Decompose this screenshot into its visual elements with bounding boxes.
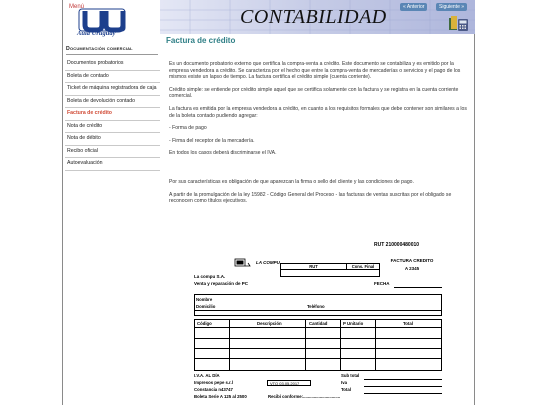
sidebar-item-ticket-maquina[interactable]: Ticket de máquina registradora de caja bbox=[65, 83, 160, 96]
invoice-recibi-conforme: Recibí conforme:............................... bbox=[268, 394, 341, 399]
invoice-table-header-line bbox=[195, 327, 441, 328]
invoice-factura-label: FACTURA CREDITO bbox=[390, 258, 434, 263]
invoice-table-row-line bbox=[195, 338, 441, 339]
invoice-table-row-line bbox=[195, 348, 441, 349]
paragraph-requisitos: La factura es emitida por la empresa vendedora a crédito, en cuanto a los requisitos formales que debe contener son similares a los de la boleta contado pudiendo agregar: bbox=[169, 105, 467, 119]
invoice-subtotal-line bbox=[364, 379, 442, 380]
paragraph-credito-simple: Crédito simple: se entiende por crédito simple aquel que se certifica solamente con la factura y se registra en la cuenta corriente comercial. bbox=[169, 86, 459, 100]
sidebar-item-recibo-oficial[interactable]: Recibo oficial bbox=[65, 146, 160, 159]
paragraph-iva: En todos los casos deberá discriminarse el IVA. bbox=[169, 150, 277, 157]
content-text bbox=[169, 61, 467, 211]
sidebar-nav bbox=[65, 58, 160, 171]
invoice-factura-number: A 2345 bbox=[404, 266, 420, 271]
invoice-table-col-line bbox=[340, 320, 341, 370]
previous-button[interactable]: « Anterior bbox=[400, 3, 427, 11]
invoice-col-descripcion: Descripción bbox=[257, 321, 282, 326]
invoice-rut-top: RUT 210000480010 bbox=[374, 242, 420, 248]
invoice-iva-line bbox=[364, 386, 442, 387]
paragraph-forma-pago: - Forma de pago bbox=[169, 125, 207, 132]
invoice-telefono: Teléfono bbox=[307, 304, 325, 309]
invoice-subtotal-label: Sub total bbox=[341, 373, 360, 378]
sidebar-item-documentos-probatorios[interactable]: Documentos probatorios bbox=[65, 58, 160, 71]
invoice-constancia: Constancia n43747 bbox=[194, 387, 233, 392]
invoice-factura-title bbox=[388, 257, 436, 273]
invoice-domicilio: Domicilio bbox=[196, 304, 216, 309]
invoice-company-logo-icon bbox=[234, 258, 252, 268]
paragraph-caracteristicas: Por sus características es obligación de que aparezcan la firma o sello del cliente y las condiciones de pago. bbox=[169, 178, 414, 185]
invoice-rut-box bbox=[280, 263, 380, 277]
sidebar-item-nota-credito[interactable]: Nota de crédito bbox=[65, 121, 160, 134]
invoice-iva-label: Iva bbox=[341, 380, 347, 385]
invoice-fecha: FECHA bbox=[374, 281, 390, 286]
invoice-table-col-line bbox=[305, 320, 306, 370]
invoice-fecha-line bbox=[394, 287, 442, 288]
section-title: Documentación comercial bbox=[66, 46, 158, 55]
invoice-col-codigo: Código bbox=[197, 321, 212, 326]
invoice-table-col-line bbox=[375, 320, 376, 370]
invoice-cons-final: Cons. Final bbox=[347, 264, 379, 270]
paragraph-ley: A partir de la promulgación de la ley 15982 - Código General del Proceso - las facturas de ventas suscritas por el obligado se reconocen como títulos ejecutivos. bbox=[169, 191, 452, 205]
invoice-total-line bbox=[364, 393, 442, 394]
logo-text: Aula Uruguay bbox=[77, 30, 116, 37]
invoice-company-name: La compu S.A. bbox=[194, 274, 226, 279]
next-button[interactable]: Siguiente » bbox=[436, 3, 467, 11]
sidebar-item-boleta-contado[interactable]: Boleta de contado bbox=[65, 71, 160, 84]
invoice-table-row-line bbox=[195, 358, 441, 359]
header-banner bbox=[160, 0, 475, 34]
sidebar-item-nota-debito[interactable]: Nota de débito bbox=[65, 133, 160, 146]
paragraph-firma-receptor: - Firma del receptor de la mercadería. bbox=[169, 137, 255, 144]
invoice-sample bbox=[194, 241, 448, 405]
invoice-impresos: Impresos pepe s.r.l bbox=[194, 380, 233, 385]
invoice-table-col-line bbox=[229, 320, 230, 370]
invoice-col-cantidad: Cantidad bbox=[309, 321, 328, 326]
menu-link[interactable]: Menú bbox=[69, 4, 85, 10]
sidebar-item-factura-credito[interactable]: Factura de crédito bbox=[65, 108, 160, 121]
invoice-nombre: Nombre bbox=[196, 297, 213, 302]
calculator-books-icon bbox=[448, 14, 470, 32]
invoice-col-p-unitario: P Unitario bbox=[343, 321, 364, 326]
invoice-items-table bbox=[194, 319, 442, 371]
invoice-client-divider bbox=[195, 310, 441, 311]
invoice-col-total: Total bbox=[403, 321, 413, 326]
invoice-iva-al-dia: I.V.A. AL DÍA bbox=[194, 373, 220, 378]
sidebar bbox=[63, 0, 160, 405]
invoice-rut-header: RUT bbox=[281, 264, 347, 270]
invoice-vto-box: VTO 03.05.2017 bbox=[267, 380, 311, 386]
invoice-total-label: Total bbox=[341, 387, 351, 392]
invoice-client-box bbox=[194, 294, 442, 316]
paragraph-definition: Es un documento probatorio externo que certifica la compra-venta a crédito. Este documento se contabiliza y es emitido por la empresa vendedora a crédito. Se caracteriza por el hecho que entre la compra-venta de mercaderías o servicios y el pago de los mismos existe un lapso de tiempo. La factura certifica el crédito simple (cuenta corriente). bbox=[169, 61, 461, 81]
sidebar-item-boleta-devolucion[interactable]: Boleta de devolución contado bbox=[65, 96, 160, 109]
page-title: Factura de crédito bbox=[166, 36, 236, 45]
invoice-boleta-serie: Boleta Serie A 125 al 2500 bbox=[194, 394, 247, 399]
sidebar-item-autoevaluacion[interactable]: Autoevaluación bbox=[65, 158, 160, 171]
invoice-activity: Venta y reparación de PC bbox=[194, 281, 249, 286]
page-header-title: CONTABILIDAD bbox=[240, 6, 387, 28]
invoice-company-short: LA COMPU bbox=[256, 260, 280, 265]
